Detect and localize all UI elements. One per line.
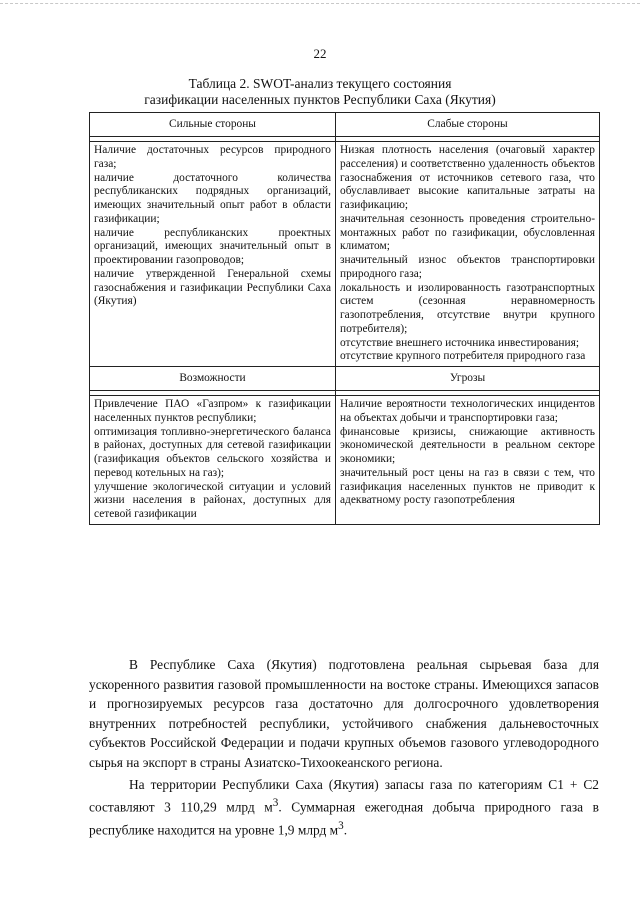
weakness-item: значительная сезонность проведения строительно-монтажных работ по газификации, обусловленная климатом;	[340, 212, 595, 253]
paragraph-text: На территории Республики Саха (Якутия) запасы газа по категориям С1 + С2 составляют 3 110,29 млрд м	[89, 776, 599, 815]
weakness-item: локальность и изолированность газотранспортных систем (сезонная неравномерность газопотребления, отсутствие внутри крупного потребителя);	[340, 281, 595, 335]
weakness-item: Низкая плотность населения (очаговый характер расселения) и соответственно удаленность объектов газоснабжения от источников сетевого газа, что обуславливает высокие капитальные затраты на газификацию;	[340, 144, 595, 211]
table-title-line-2: газификации населенных пунктов Республики Саха (Якутия)	[144, 92, 496, 107]
strength-item: Наличие достаточных ресурсов природного газа;	[94, 144, 331, 170]
threat-item: значительный рост цены на газ в связи с тем, что газификация населенных пунктов не приводит к адекватному росту газопотребления	[340, 466, 595, 507]
superscript: 3	[272, 797, 279, 810]
superscript: 3	[338, 820, 344, 833]
strength-item: наличие республиканских проектных организаций, имеющих значительный опыт в проектировании газопроводов;	[94, 226, 331, 266]
threat-item: Наличие вероятности технологических инцидентов на объектах добычи и транспортировки газа;	[340, 398, 595, 424]
strength-item: наличие достаточного количества республиканских подрядных организаций, имеющих значительный опыт работ в области газификации;	[94, 171, 331, 225]
weaknesses-cell	[336, 142, 600, 367]
opportunity-item: Привлечение ПАО «Газпром» к газификации населенных пунктов республики;	[94, 398, 331, 424]
paragraph: В Республике Саха (Якутия) подготовлена реальная сырьевая база для ускоренного развития газовой промышленности на востоке страны. Имеющихся запасов и прогнозируемых ресурсов газа достаточно для долгосрочного удовлетворения внутренних потребностей республики, устойчивого снабжения дальневосточных субъектов Российской Федерации и подачи крупных объемов газового углеводородного сырья на экспорт в страны Азиатско-Тихоокеанского региона.	[89, 657, 599, 770]
opportunities-header: Возможности	[90, 367, 336, 391]
threats-header: Угрозы	[336, 367, 600, 391]
weakness-item: отсутствие крупного потребителя природного газа	[340, 350, 586, 363]
swot-table	[89, 112, 600, 525]
opportunity-item: улучшение экологической ситуации и условий жизни населения в районах, доступных для сетевой газификации	[94, 480, 331, 520]
opportunities-cell	[90, 396, 336, 525]
page-number: 22	[313, 46, 327, 61]
top-border-line	[0, 3, 640, 4]
strength-item: наличие утвержденной Генеральной схемы газоснабжения и газификации Республики Саха (Якутия)	[94, 267, 331, 308]
weakness-item: отсутствие внешнего источника инвестирования;	[340, 336, 579, 349]
body-text	[89, 655, 599, 842]
paragraph-text: .	[343, 822, 348, 838]
threat-item: финансовые кризисы, снижающие активность экономической деятельности в реальном секторе экономики;	[340, 425, 595, 465]
table-title-line-1: Таблица 2. SWOT-анализ текущего состояния	[188, 76, 452, 91]
strengths-header: Сильные стороны	[90, 113, 336, 137]
strengths-cell	[90, 142, 336, 367]
threats-cell	[336, 396, 600, 525]
paragraph-text: . Суммарная ежегодная добыча природного газа в республике находится на уровне 1,9 млрд м	[89, 799, 599, 838]
weakness-item: значительный износ объектов транспортировки природного газа;	[340, 254, 595, 280]
opportunity-item: оптимизация топливно-энергетического баланса в районах, доступных для сетевой газификации (газификация объектов сельского хозяйства и перевод котельных на газ);	[94, 425, 331, 479]
paragraph	[89, 775, 599, 841]
table-title	[90, 76, 550, 108]
weaknesses-header: Слабые стороны	[336, 113, 600, 137]
